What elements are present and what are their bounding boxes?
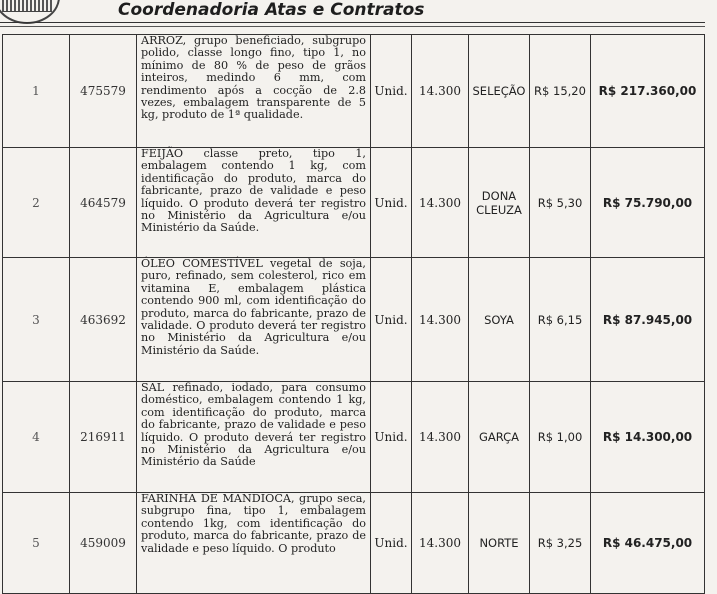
header-rule-thin: [0, 26, 705, 27]
item-unit: Unid.: [371, 258, 412, 382]
item-total: R$ 46.475,00: [591, 493, 705, 594]
item-total: R$ 14.300,00: [591, 382, 705, 493]
table-row: [3, 258, 705, 382]
item-total: R$ 217.360,00: [591, 35, 705, 148]
item-description: ÓLEO COMESTÍVEL vegetal de soja, puro, refinado, sem colesterol, rico em vitamina E, embalagem plástica contendo 900 ml, com identificação do produto, marca do fabricante, prazo de validade. O produto deverá ter registro no Ministério da Agricultura e/ou Ministério da Saúde.: [137, 258, 371, 382]
item-brand: NORTE: [469, 493, 530, 594]
item-unit: Unid.: [371, 148, 412, 258]
item-unit: Unid.: [371, 382, 412, 493]
item-quantity: 14.300: [412, 382, 469, 493]
item-quantity: 14.300: [412, 258, 469, 382]
item-code: 463692: [70, 258, 137, 382]
items-table: [2, 34, 705, 594]
item-brand: DONA CLEUZA: [469, 148, 530, 258]
item-description: ARROZ, grupo beneficiado, subgrupo polido, classe longo fino, tipo 1, no mínimo de 80 % de peso de grãos inteiros, medindo 6 mm, com rendimento após a cocção de 2.8 vezes, embalagem transparente de 5 kg, produto de 1ª qualidade.: [137, 35, 371, 148]
page-header: Coordenadoria Atas e Contratos: [118, 0, 425, 20]
item-total: R$ 87.945,00: [591, 258, 705, 382]
seal-logo: [0, 0, 60, 24]
table-row: [3, 382, 705, 493]
item-code: 464579: [70, 148, 137, 258]
item-quantity: 14.300: [412, 148, 469, 258]
item-unit-price: R$ 5,30: [530, 148, 591, 258]
table-row: [3, 148, 705, 258]
item-total: R$ 75.790,00: [591, 148, 705, 258]
header-rule: [0, 22, 705, 23]
item-unit: Unid.: [371, 35, 412, 148]
item-code: 475579: [70, 35, 137, 148]
item-quantity: 14.300: [412, 35, 469, 148]
item-number: 2: [3, 148, 70, 258]
item-quantity: 14.300: [412, 493, 469, 594]
item-code: 216911: [70, 382, 137, 493]
item-unit-price: R$ 1,00: [530, 382, 591, 493]
table-row: [3, 493, 705, 594]
item-description: SAL refinado, iodado, para consumo doméstico, embalagem contendo 1 kg, com identificação do produto, marca do fabricante, prazo de validade e peso líquido. O produto deverá ter registro no Ministério da Agricultura e/ou Ministério da Saúde: [137, 382, 371, 493]
item-description: FARINHA DE MANDIOCA, grupo seca, subgrupo fina, tipo 1, embalagem contendo 1kg, com identificação do produto, marca do fabricante, prazo de validade e peso líquido. O produto: [137, 493, 371, 594]
table-row: [3, 35, 705, 148]
item-number: 4: [3, 382, 70, 493]
item-unit-price: R$ 15,20: [530, 35, 591, 148]
item-unit-price: R$ 6,15: [530, 258, 591, 382]
item-code: 459009: [70, 493, 137, 594]
item-number: 3: [3, 258, 70, 382]
item-brand: GARÇA: [469, 382, 530, 493]
item-description: FEIJÃO classe preto, tipo 1, embalagem contendo 1 kg, com identificação do produto, marca do fabricante, prazo de validade e peso líquido. O produto deverá ter registro no Ministério da Agricultura e/ou Ministério da Saúde.: [137, 148, 371, 258]
item-unit-price: R$ 3,25: [530, 493, 591, 594]
item-number: 5: [3, 493, 70, 594]
item-brand: SELEÇÃO: [469, 35, 530, 148]
item-number: 1: [3, 35, 70, 148]
item-unit: Unid.: [371, 493, 412, 594]
item-brand: SOYA: [469, 258, 530, 382]
